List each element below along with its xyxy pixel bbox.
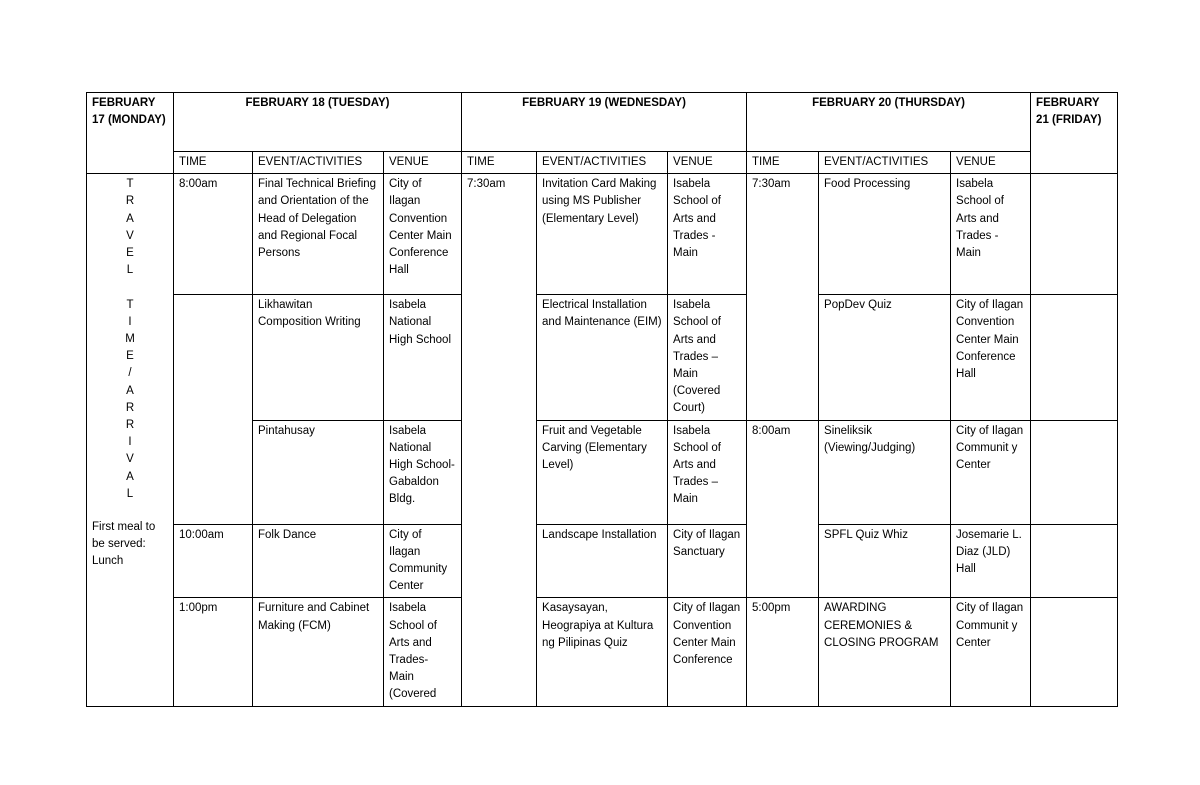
day-header-thu: FEBRUARY 20 (THURSDAY) [747,93,1031,152]
table-row [87,174,1118,295]
column-header-row [87,152,1118,174]
table-row [87,524,1118,598]
col-time-thu: TIME [747,152,819,174]
fri-cell [1031,295,1118,420]
wed-event-cell: Fruit and Vegetable Carving (Elementary Level) [537,420,668,524]
wed-event-cell: Kasaysayan, Heograpiya at Kultura ng Pilipinas Quiz [537,598,668,706]
thu-event-cell: PopDev Quiz [819,295,951,420]
fri-cell [1031,598,1118,706]
travel-time-arrival-letters: T R A V E L T I M E / A R R I V A L [125,178,135,500]
wed-event-cell: Landscape Installation [537,524,668,598]
fri-cell [1031,420,1118,524]
wed-time-cell [462,420,537,524]
tue-time-cell: 10:00am [174,524,253,598]
thu-venue-cell: City of Ilagan Convention Center Main Conference Hall [951,295,1031,420]
tue-time-cell [174,295,253,420]
wed-time-cell [462,598,537,706]
tue-venue-cell: City of Ilagan Convention Center Main Conference Hall [384,174,462,295]
thu-time-cell: 5:00pm [747,598,819,706]
tue-event-cell: Pintahusay [253,420,384,524]
tue-time-cell [174,420,253,524]
thu-time-cell [747,524,819,598]
col-event-wed: EVENT/ACTIVITIES [537,152,668,174]
table-row [87,598,1118,706]
table-row [87,420,1118,524]
day-header-row [87,93,1118,152]
tue-time-cell: 1:00pm [174,598,253,706]
fri-cell [1031,524,1118,598]
wed-event-cell: Invitation Card Making using MS Publisher (Elementary Level) [537,174,668,295]
tue-venue-cell: Isabela National High School [384,295,462,420]
col-event-tue: EVENT/ACTIVITIES [253,152,384,174]
wed-venue-cell: City of Ilagan Sanctuary [668,524,747,598]
monday-travel-cell [87,174,174,706]
wed-venue-cell: Isabela School of Arts and Trades – Main [668,420,747,524]
thu-venue-cell: City of Ilagan Communit y Center [951,420,1031,524]
thu-event-cell: AWARDING CEREMONIES & CLOSING PROGRAM [819,598,951,706]
thu-event-cell: Food Processing [819,174,951,295]
tue-event-cell: Likhawitan Composition Writing [253,295,384,420]
tue-event-cell: Final Technical Briefing and Orientation of the Head of Delegation and Regional Focal Persons [253,174,384,295]
day-header-mon: FEBRUARY 17 (MONDAY) [87,93,174,174]
table-row [87,295,1118,420]
thu-time-cell: 7:30am [747,174,819,295]
thu-venue-cell: City of Ilagan Communit y Center [951,598,1031,706]
day-header-wed: FEBRUARY 19 (WEDNESDAY) [462,93,747,152]
wed-time-cell: 7:30am [462,174,537,295]
col-venue-wed: VENUE [668,152,747,174]
tue-venue-cell: City of Ilagan Community Center [384,524,462,598]
day-header-tue: FEBRUARY 18 (TUESDAY) [174,93,462,152]
tue-time-cell: 8:00am [174,174,253,295]
col-venue-tue: VENUE [384,152,462,174]
schedule-table [86,92,1118,707]
first-meal-note: First meal to be served: Lunch [92,521,156,568]
wed-event-cell: Electrical Installation and Maintenance (EIM) [537,295,668,420]
wed-time-cell [462,295,537,420]
wed-venue-cell: Isabela School of Arts and Trades - Main [668,174,747,295]
col-time-tue: TIME [174,152,253,174]
fri-cell [1031,174,1118,295]
thu-venue-cell: Isabela School of Arts and Trades - Main [951,174,1031,295]
tue-event-cell: Furniture and Cabinet Making (FCM) [253,598,384,706]
tue-venue-cell: Isabela National High School- Gabaldon Bldg. [384,420,462,524]
wed-venue-cell: Isabela School of Arts and Trades – Main (Covered Court) [668,295,747,420]
wed-time-cell [462,524,537,598]
thu-time-cell: 8:00am [747,420,819,524]
col-time-wed: TIME [462,152,537,174]
col-venue-thu: VENUE [951,152,1031,174]
col-event-thu: EVENT/ACTIVITIES [819,152,951,174]
tue-event-cell: Folk Dance [253,524,384,598]
tue-venue-cell: Isabela School of Arts and Trades- Main (Covered [384,598,462,706]
thu-event-cell: Sineliksik (Viewing/Judging) [819,420,951,524]
thu-event-cell: SPFL Quiz Whiz [819,524,951,598]
thu-venue-cell: Josemarie L. Diaz (JLD) Hall [951,524,1031,598]
wed-venue-cell: City of Ilagan Convention Center Main Conference [668,598,747,706]
day-header-fri: FEBRUARY 21 (FRIDAY) [1031,93,1118,174]
thu-time-cell [747,295,819,420]
